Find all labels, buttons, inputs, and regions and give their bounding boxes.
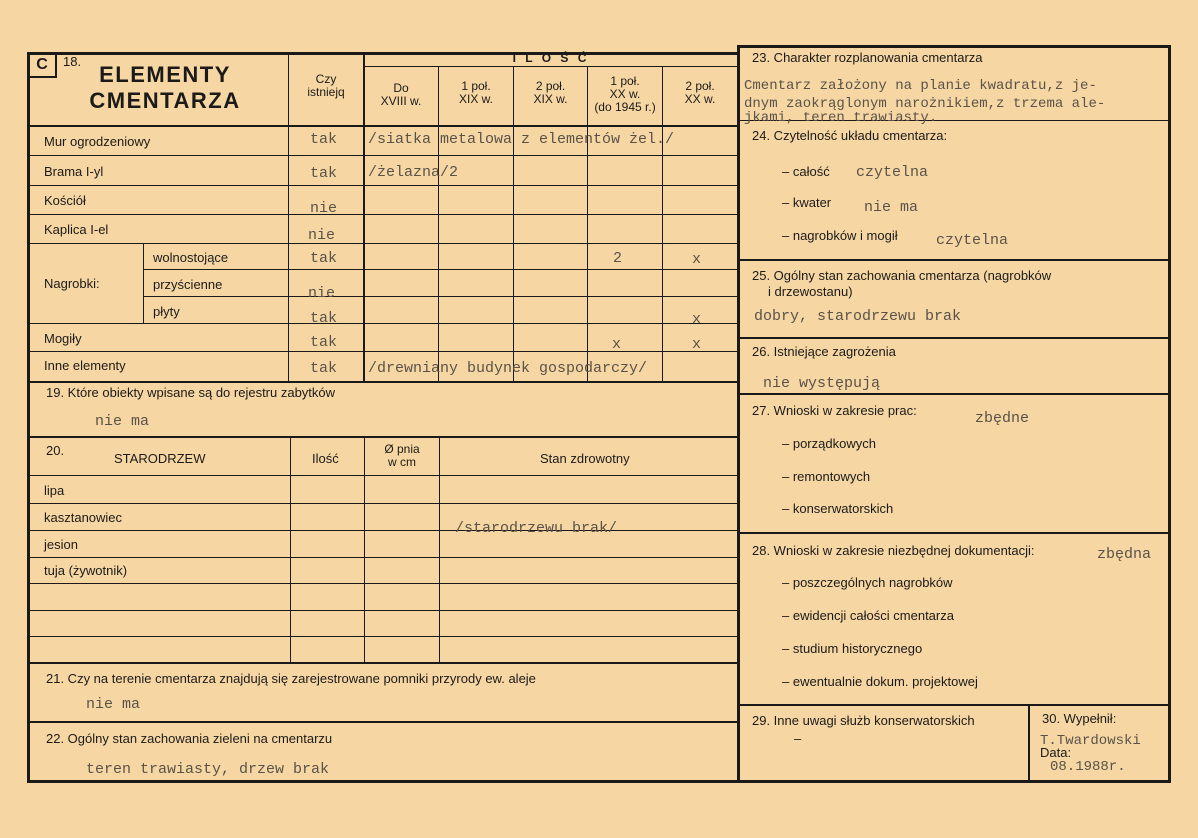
section-27-item-remontowych: – remontowych: [782, 469, 871, 484]
col-header-line: XX w.: [684, 92, 716, 106]
row-label-przyscienne: przyścienne: [153, 277, 223, 292]
col-header-line: (do 1945 r.): [594, 100, 656, 114]
section-25-value: dobry, starodrzewu brak: [754, 308, 962, 325]
tree-row-tuja: tuja (żywotnik): [44, 563, 128, 578]
row-value-przyscienne-czy: nie: [308, 285, 336, 302]
col-czy-line2: istniejq: [307, 85, 345, 99]
rule: [28, 185, 738, 186]
section-28-item-ewentualnie: – ewentualnie dokum. projektowej: [782, 674, 978, 689]
section-30-label: 30. Wypełnił:: [1042, 711, 1117, 726]
rule: [662, 66, 663, 383]
section-18-number: 18.: [63, 54, 82, 69]
section-24-value-calosc: czytelna: [856, 164, 929, 181]
section-28-value: zbędna: [1097, 546, 1152, 563]
row-value-brama-czy: tak: [310, 165, 338, 182]
row-value-mogily-c5: x: [692, 336, 702, 353]
row-label-wolnostojace: wolnostojące: [153, 250, 229, 265]
section-30-name: T.Twardowski: [1040, 733, 1141, 749]
section-20-title: STARODRZEW: [114, 451, 206, 466]
form-badge: C: [27, 52, 57, 78]
section-20-note: /starodrzewu brak/: [455, 520, 618, 537]
section-26-label: 26. Istniejące zagrożenia: [752, 344, 896, 359]
col-pnia-line2: w cm: [388, 455, 416, 469]
ilosc-header: I L O Ś Ć: [512, 51, 590, 65]
section-19-label: 19. Które obiekty wpisane są do rejestru zabytków: [46, 385, 336, 400]
rule: [738, 532, 1170, 534]
frame-bottom-left: [27, 780, 740, 783]
section-30-date-label: Data:: [1040, 745, 1072, 760]
section-22-value: teren trawiasty, drzew brak: [86, 761, 330, 778]
row-label-mur: Mur ogrodzeniowy: [44, 134, 151, 149]
col-header-line: 2 poł.: [685, 79, 715, 93]
col-pnia-line1: Ø pnia: [384, 442, 420, 456]
rule: [738, 337, 1170, 339]
frame-top-right: [737, 45, 1171, 48]
section-27-label: 27. Wnioski w zakresie prac:: [752, 403, 917, 418]
section-24-item-nagrobkow: – nagrobków i mogił: [782, 228, 898, 243]
rule: [143, 296, 738, 297]
rule: [288, 53, 289, 383]
col-header-do-xviii: [364, 82, 438, 108]
section-29-value: –: [794, 731, 802, 746]
row-value-kaplica-czy: nie: [308, 227, 336, 244]
section-25-label-line1: 25. Ogólny stan zachowania cmentarza (nagrobków: [752, 268, 1052, 283]
col-czy-header: [289, 73, 363, 99]
row-value-mogily-c4: x: [612, 336, 622, 353]
row-label-kaplica: Kaplica I-el: [44, 222, 109, 237]
frame-bottom-right: [737, 780, 1171, 783]
section-23-value-line2: dnym zaokrąglonym narożnikiem,z trzema ale-: [744, 96, 1106, 112]
row-value-wolnostojace-c5: x: [692, 251, 702, 268]
row-value-mogily-czy: tak: [310, 334, 338, 351]
section-24-item-calosc: – całość: [782, 164, 830, 179]
rule: [28, 662, 738, 664]
section-20-col-ilosc: Ilość: [312, 451, 339, 466]
section-23-value-line3: jkami, teren trawiasty.: [744, 110, 938, 126]
section-22-label: 22. Ogólny stan zachowania zieleni na cmentarzu: [46, 731, 333, 746]
section-24-value-nagrobkow: czytelna: [936, 232, 1009, 249]
section-19-value: nie ma: [95, 413, 150, 430]
row-value-inne-czy: tak: [310, 360, 338, 377]
col-header-1pol-xix: [439, 80, 513, 106]
rule: [1028, 705, 1030, 781]
col-header-line: 2 poł.: [535, 79, 566, 93]
col-header-line: XIX w.: [533, 92, 568, 106]
section-23-value-line1: Cmentarz założony na planie kwadratu,z je-: [744, 78, 1097, 94]
section-28-item-studium: – studium historycznego: [782, 641, 923, 656]
rule: [290, 437, 291, 663]
section-23-label: 23. Charakter rozplanowania cmentarza: [752, 50, 983, 65]
rule: [28, 214, 738, 215]
col-header-2pol-xix: [514, 80, 587, 106]
section-28-item-ewidencji: – ewidencji całości cmentarza: [782, 608, 954, 623]
rule: [439, 437, 440, 663]
rule: [143, 269, 738, 270]
section-21-label: 21. Czy na terenie cmentarza znajdują się zarejestrowane pomniki przyrody ew. aleje: [46, 671, 536, 686]
rule: [28, 503, 738, 504]
col-header-line: 1 poł.: [610, 74, 640, 88]
rule: [28, 323, 738, 324]
rule: [364, 437, 365, 663]
rule: [28, 583, 738, 584]
section-20-col-pnia: [365, 443, 439, 469]
section-18-title-line2: CMENTARZA: [89, 88, 241, 113]
section-26-value: nie występują: [763, 375, 881, 392]
row-label-mogily: Mogiły: [44, 331, 82, 346]
col-header-line: 1 poł.: [461, 79, 491, 93]
col-header-line: XVIII w.: [380, 94, 422, 108]
row-label-plyty: płyty: [153, 304, 180, 319]
rule: [28, 155, 738, 156]
section-28-item-nagrobkow: – poszczególnych nagrobków: [782, 575, 953, 590]
frame-left: [27, 52, 30, 782]
rule: [28, 530, 738, 531]
section-20-number: 20.: [46, 443, 65, 458]
section-21-value: nie ma: [86, 696, 141, 713]
tree-row-jesion: jesion: [44, 537, 78, 552]
rule: [364, 66, 738, 67]
section-27-item-konserwatorskich: – konserwatorskich: [782, 501, 894, 516]
section-18-title-line1: ELEMENTY: [99, 62, 231, 87]
col-header-line: XIX w.: [458, 92, 493, 106]
col-header-1pol-xx: [588, 75, 662, 114]
rule: [143, 243, 144, 323]
col-header-line: Do: [393, 81, 409, 95]
row-note-brama: /żelazna/2: [368, 164, 459, 181]
col-header-line: XX w.: [609, 87, 641, 101]
frame-right: [1168, 45, 1171, 782]
rule: [438, 66, 439, 383]
col-czy-line1: Czy: [315, 72, 337, 86]
rule: [28, 610, 738, 611]
row-label-brama: Brama I-yl: [44, 164, 104, 179]
rule: [738, 259, 1170, 261]
row-note-inne: /drewniany budynek gospodarczy/: [368, 360, 648, 377]
row-label-kosciol: Kościół: [44, 193, 86, 208]
row-label-nagrobki: Nagrobki:: [44, 276, 100, 291]
section-27-item-porzadkowych: – porządkowych: [782, 436, 876, 451]
row-value-wolnostojace-czy: tak: [310, 250, 338, 267]
row-note-mur: /siatka metalowa z elementów żel./: [368, 131, 675, 148]
rule: [738, 704, 1170, 706]
section-24-label: 24. Czytelność układu cmentarza:: [752, 128, 948, 143]
section-25-label-line2: i drzewostanu): [768, 284, 853, 299]
section-20-col-stan: Stan zdrowotny: [540, 451, 630, 466]
row-value-wolnostojace-c4: 2: [613, 250, 623, 267]
row-label-inne: Inne elementy: [44, 358, 126, 373]
row-value-plyty-c5: x: [692, 311, 702, 328]
tree-row-kasztanowiec: kasztanowiec: [44, 510, 123, 525]
rule: [28, 381, 738, 383]
rule: [28, 351, 738, 352]
section-30-date: 08.1988r.: [1050, 759, 1126, 775]
section-28-label: 28. Wnioski w zakresie niezbędnej dokumentacji:: [752, 543, 1035, 558]
col-header-2pol-xx: [663, 80, 737, 106]
rule: [28, 721, 738, 723]
rule: [513, 66, 514, 383]
rule: [28, 436, 738, 438]
rule: [28, 475, 738, 476]
rule: [28, 243, 738, 244]
rule: [738, 393, 1170, 395]
rule: [28, 636, 738, 637]
row-value-kosciol-czy: nie: [310, 200, 338, 217]
row-value-mur-czy: tak: [310, 131, 338, 148]
rule: [28, 125, 738, 127]
section-29-label: 29. Inne uwagi służb konserwatorskich: [752, 713, 975, 728]
section-24-item-kwater: – kwater: [782, 195, 832, 210]
tree-row-lipa: lipa: [44, 483, 65, 498]
row-value-plyty-czy: tak: [310, 310, 338, 327]
rule: [28, 557, 738, 558]
section-27-value: zbędne: [975, 410, 1030, 427]
section-24-value-kwater: nie ma: [864, 199, 919, 216]
